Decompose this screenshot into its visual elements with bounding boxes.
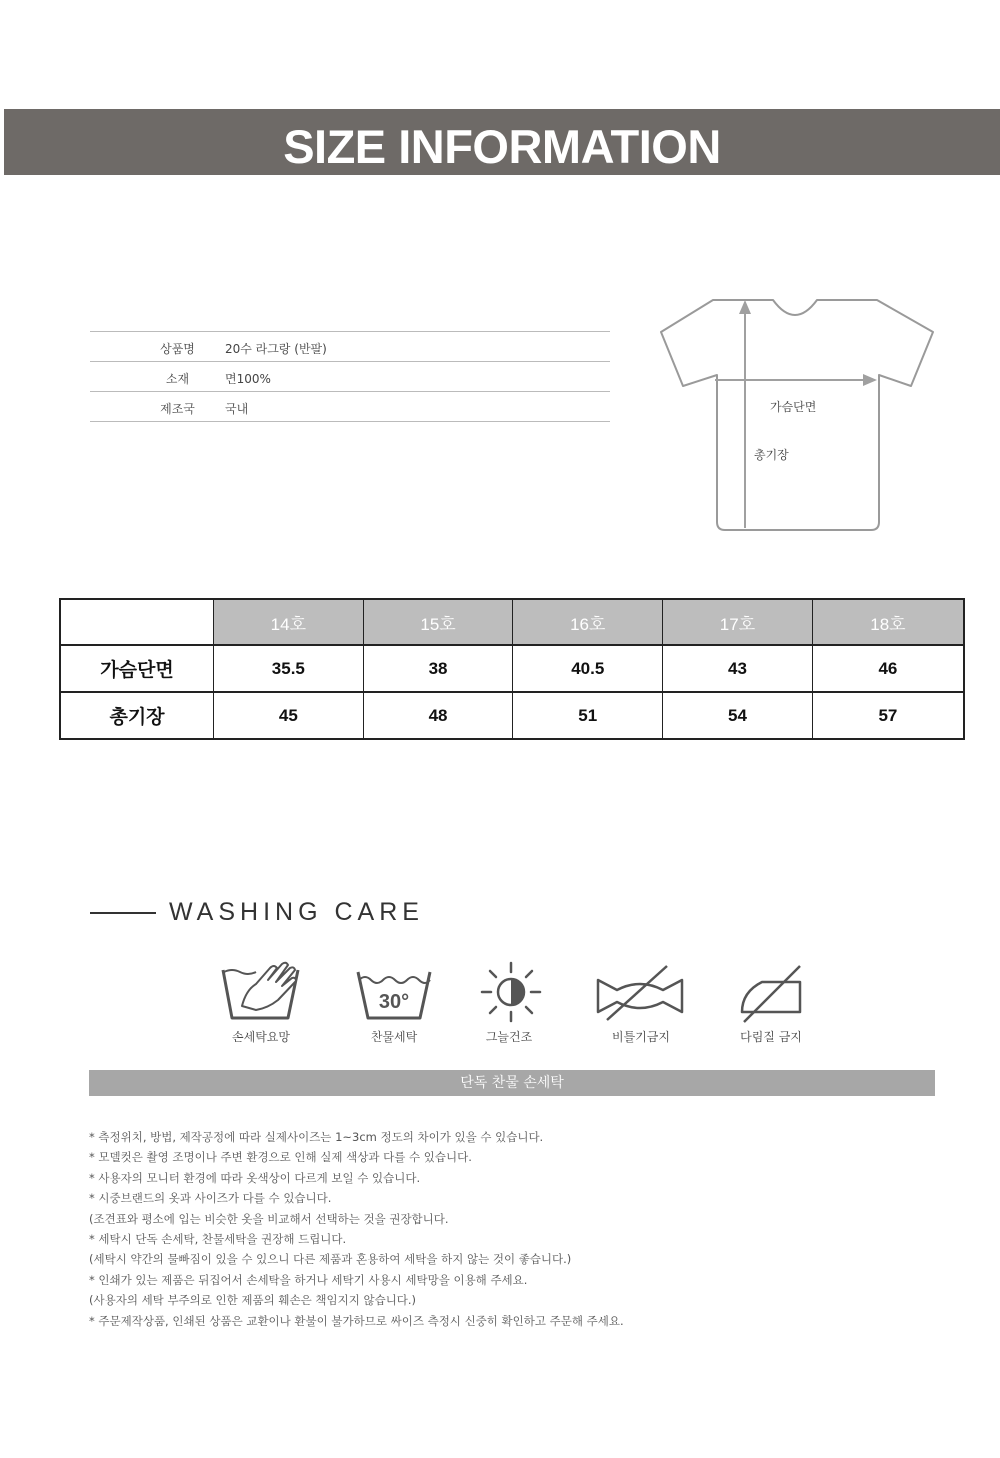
tshirt-outline-icon bbox=[655, 290, 940, 540]
wash-temp-label: 30° bbox=[378, 991, 410, 1013]
wash-30-icon bbox=[355, 960, 433, 1024]
size-header-row bbox=[60, 599, 964, 645]
size-header-cell: 18호 bbox=[812, 599, 964, 645]
table-cell: 45 bbox=[214, 692, 364, 739]
note-line: (조견표와 평소에 입는 비슷한 옷을 비교해서 선택하는 것을 권장합니다. bbox=[89, 1211, 449, 1226]
table-cell: 43 bbox=[663, 645, 813, 692]
note-line: * 시중브랜드의 옷과 사이즈가 다를 수 있습니다. bbox=[89, 1191, 332, 1206]
title-banner bbox=[4, 109, 1000, 175]
icon-label: 손세탁요망 bbox=[232, 1030, 290, 1044]
shade-dry-icon bbox=[480, 960, 542, 1024]
row-label: 총기장 bbox=[60, 692, 214, 739]
info-value: 면100% bbox=[225, 372, 271, 386]
tshirt-diagram bbox=[655, 290, 940, 540]
no-iron-icon bbox=[738, 960, 806, 1024]
no-wring-icon bbox=[595, 960, 685, 1024]
washing-summary-bar: 단독 찬물 손세탁 bbox=[89, 1070, 935, 1096]
icon-label: 다림질 금지 bbox=[740, 1030, 802, 1044]
info-label: 제조국 bbox=[160, 402, 195, 416]
info-label: 상품명 bbox=[160, 342, 195, 356]
icon-label: 비틀기금지 bbox=[612, 1030, 670, 1044]
notes-list bbox=[89, 1127, 624, 1331]
note-line: (세탁시 약간의 물빠짐이 있을 수 있으니 다른 제품과 혼용하여 세탁을 하지 않는 것이 좋습니다.) bbox=[89, 1252, 572, 1267]
table-cell: 35.5 bbox=[214, 645, 364, 692]
table-cell: 48 bbox=[363, 692, 513, 739]
hand-wash-icon bbox=[220, 960, 302, 1024]
info-row-material bbox=[90, 362, 610, 392]
size-header-cell: 16호 bbox=[513, 599, 663, 645]
size-header-cell: 14호 bbox=[214, 599, 364, 645]
table-row bbox=[60, 645, 964, 692]
info-row-product-name bbox=[90, 332, 610, 362]
table-cell: 38 bbox=[363, 645, 513, 692]
icon-label: 찬물세탁 bbox=[370, 1030, 418, 1044]
info-value: 20수 라그랑 (반팔) bbox=[225, 342, 327, 356]
info-row-origin bbox=[90, 392, 610, 422]
table-row bbox=[60, 692, 964, 739]
table-cell: 46 bbox=[812, 645, 964, 692]
size-header-cell: 17호 bbox=[663, 599, 813, 645]
info-value: 국내 bbox=[225, 402, 249, 416]
washing-care-title: WASHING CARE bbox=[169, 898, 424, 926]
table-cell: 40.5 bbox=[513, 645, 663, 692]
table-cell: 57 bbox=[812, 692, 964, 739]
size-table bbox=[59, 598, 965, 740]
note-line: (사용자의 세탁 부주의로 인한 제품의 훼손은 책임지지 않습니다.) bbox=[89, 1293, 417, 1308]
note-line: * 측정위치, 방법, 제작공정에 따라 실제사이즈는 1~3cm 정도의 차이가 있을 수 있습니다. bbox=[89, 1130, 544, 1144]
note-line: * 모델컷은 촬영 조명이나 주변 환경으로 인해 실제 색상과 다를 수 있습니다. bbox=[89, 1150, 472, 1165]
note-line: * 주문제작상품, 인쇄된 상품은 교환이나 환불이 불가하므로 싸이즈 측정시 신중히 확인하고 주문해 주세요. bbox=[89, 1313, 624, 1328]
chest-label: 가슴단면 bbox=[770, 400, 817, 414]
product-info-table bbox=[90, 331, 610, 422]
note-line: * 인쇄가 있는 제품은 뒤집어서 손세탁을 하거나 세탁기 사용시 세탁망을 이용해 주세요. bbox=[89, 1272, 528, 1287]
header-blank-cell bbox=[60, 599, 214, 645]
length-label: 총기장 bbox=[754, 448, 789, 462]
page-title: SIZE INFORMATION bbox=[283, 120, 721, 173]
table-cell: 51 bbox=[513, 692, 663, 739]
icon-label: 그늘건조 bbox=[485, 1030, 533, 1044]
section-divider bbox=[90, 912, 156, 914]
row-label: 가슴단면 bbox=[60, 645, 214, 692]
info-label: 소재 bbox=[165, 372, 190, 386]
table-cell: 54 bbox=[663, 692, 813, 739]
note-line: * 세탁시 단독 손세탁, 찬물세탁을 권장해 드립니다. bbox=[89, 1232, 347, 1247]
note-line: * 사용자의 모니터 환경에 따라 옷색상이 다르게 보일 수 있습니다. bbox=[89, 1170, 421, 1185]
size-header-cell: 15호 bbox=[363, 599, 513, 645]
